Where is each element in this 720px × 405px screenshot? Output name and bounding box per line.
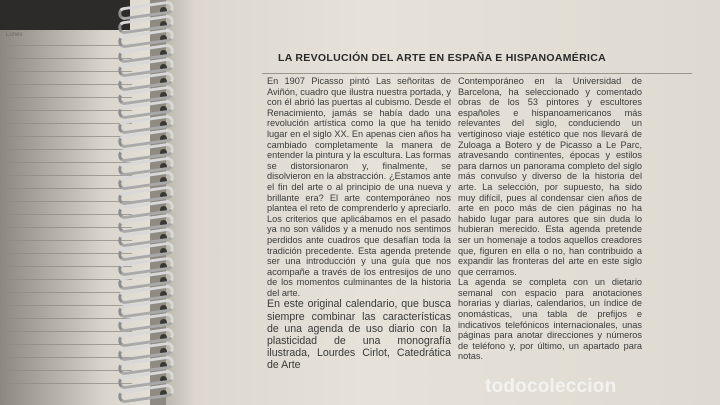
ruled-line [0, 214, 132, 215]
left-page-dark-corner [0, 0, 130, 30]
text-column-left [267, 76, 451, 372]
paragraph: En este original calendario, que busca siempre combinar las características de una agenda de uso diario con la plasticidad de una monografía ilustrada, Lourdes Cirlot, Catedrática de Arte [267, 298, 451, 372]
ruled-line [0, 383, 132, 384]
ruled-line [0, 71, 132, 72]
ruled-line [0, 370, 132, 371]
ruled-line [0, 110, 132, 111]
ruled-line [0, 292, 132, 293]
paragraph: La agenda se completa con un dietario semanal con espacio para anotaciones horarias y diarias, calendarios, un índice de onomásticas, una tabla de prefijos e indicativos telefónicos internacionales, unas páginas para anotar direcciones y números de teléfono y, por último, un apartado para notas. [458, 277, 642, 362]
ruled-line [0, 201, 132, 202]
ruled-line [0, 175, 132, 176]
ruled-line [0, 58, 132, 59]
page-heading: LA REVOLUCIÓN DEL ARTE EN ESPAÑA E HISPANOAMÉRICA [278, 52, 606, 64]
right-text-page [166, 0, 720, 405]
ruled-line [0, 318, 132, 319]
ruled-line [0, 45, 132, 46]
text-column-right [458, 76, 642, 362]
ruled-line [0, 344, 132, 345]
watermark-text: todocoleccion [485, 376, 617, 397]
ruled-line [0, 279, 132, 280]
ruled-line [0, 357, 132, 358]
ruled-line [0, 149, 132, 150]
ruled-line [0, 84, 132, 85]
ruled-line [0, 331, 132, 332]
ruled-line [0, 97, 132, 98]
heading-rule [262, 73, 692, 74]
paragraph: En 1907 Picasso pintó Las señoritas de Aviñón, cuadro que ilustra nuestra portada, y con él abrió las puertas al cubismo. Desde el Renacimiento, jamás se había dado una revolución artística como la que ha tenido lugar en el siglo XX. En apenas cien años ha cambiado completamente la manera de entender la pintura y la escultura. Las formas se distorsionaron y, finalmente, se disolvieron en la abstracción. ¿Estamos ante el fin del arte o al principio de una nueva y brillante era? El arte contemporáneo nos plantea el reto de comprenderlo y apreciarlo. Los criterios que aplicábamos en el pasado ya no son válidos y a menudo nos sentimos perdidos ante cuadros que desafían toda la tradición precedente. Esta agenda pretende ser una introducción y una guía que nos acompañe a través de los entresijos de uno de los momentos culminantes de la historia del arte. [267, 76, 451, 298]
ruled-line [0, 227, 132, 228]
ruled-line [0, 188, 132, 189]
ruled-line [0, 136, 132, 137]
paragraph: Contemporáneo en la Universidad de Barcelona, ha seleccionado y comentado obras de los 53 pintores y escultores españoles e hispanoamericanos más relevantes del siglo, conduciendo un vertiginoso viaje estético que nos llevará de Zuloaga a Botero y de Picasso a Le Parc, atravesando continentes, épocas y estilos para darnos un panorama completo del siglo más convulso y diverso de la historia del arte. La selección, por supuesto, ha sido muy difícil, pues al condensar cien años de arte en poco más de cien páginas no ha habido lugar para autores que sin duda lo hubieran merecido. Esta agenda pretende ser un homenaje a todos aquellos creadores que, figuren en ella o no, han contribuido a expandir las fronteras del arte en este siglo que cerramos. [458, 76, 642, 277]
ruled-line [0, 123, 132, 124]
ruled-line [0, 240, 132, 241]
ruled-line [0, 162, 132, 163]
ruled-line [0, 266, 132, 267]
ruled-line [0, 253, 132, 254]
ruled-line [0, 305, 132, 306]
left-page-label: Lunes [6, 32, 23, 38]
